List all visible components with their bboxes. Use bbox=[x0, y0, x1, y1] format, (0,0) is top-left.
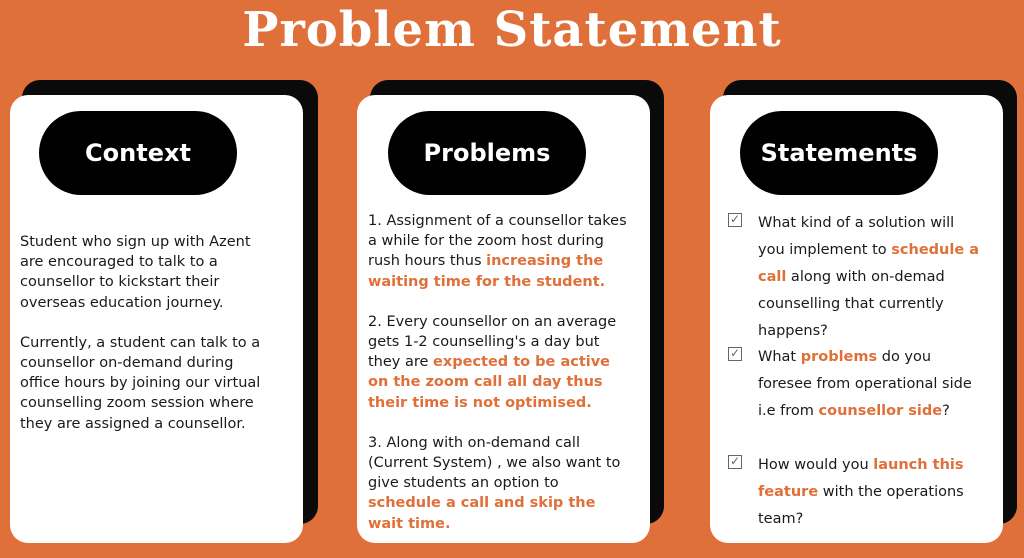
context-heading-pill bbox=[39, 111, 237, 195]
statement-item-2: ✓ What problems do you foresee from operational side i.e from counsellor side? bbox=[729, 346, 972, 419]
statement-item-1: ✓ What kind of a solution will you implement to schedule a call along with on-demad counselling that currently happens? bbox=[729, 212, 979, 339]
context-body bbox=[20, 232, 270, 434]
problems-heading: Problems bbox=[423, 139, 551, 167]
statements-heading-pill bbox=[740, 111, 938, 195]
context-heading: Context bbox=[85, 139, 191, 167]
problems-heading-pill bbox=[388, 111, 586, 195]
problem-item-3: 3. Along with on-demand call (Current System) , we also want to give students an option to schedule a call and skip the wait time. bbox=[368, 434, 621, 532]
problems-body bbox=[368, 211, 630, 534]
problems-card bbox=[357, 95, 650, 543]
problem-item-2: 2. Every counsellor on an average gets 1-2 counselling's a day but they are expected to be active on the zoom call all day thus their time is not optimised. bbox=[368, 313, 617, 411]
problem-item-1: 1. Assignment of a counsellor takes a while for the zoom host during rush hours thus increasing the waiting time for the student. bbox=[368, 213, 627, 290]
statements-heading: Statements bbox=[760, 139, 918, 167]
context-paragraph-1: Student who sign up with Azent are encouraged to talk to a counsellor to kickstart their overseas education journey. bbox=[20, 234, 251, 311]
checkbox-icon: ✓ bbox=[729, 212, 741, 226]
statement-item-3: ✓ How would you launch this feature with the operations team? bbox=[729, 454, 964, 527]
checkbox-icon: ✓ bbox=[729, 346, 741, 360]
context-paragraph-2: Currently, a student can talk to a counsellor on-demand during office hours by joining our virtual counselling zoom session where they are assigned a counsellor. bbox=[20, 334, 261, 432]
page-title: Problem Statement bbox=[242, 2, 782, 58]
context-card bbox=[10, 95, 303, 543]
statements-card bbox=[710, 95, 1003, 543]
checkbox-icon: ✓ bbox=[729, 454, 741, 468]
